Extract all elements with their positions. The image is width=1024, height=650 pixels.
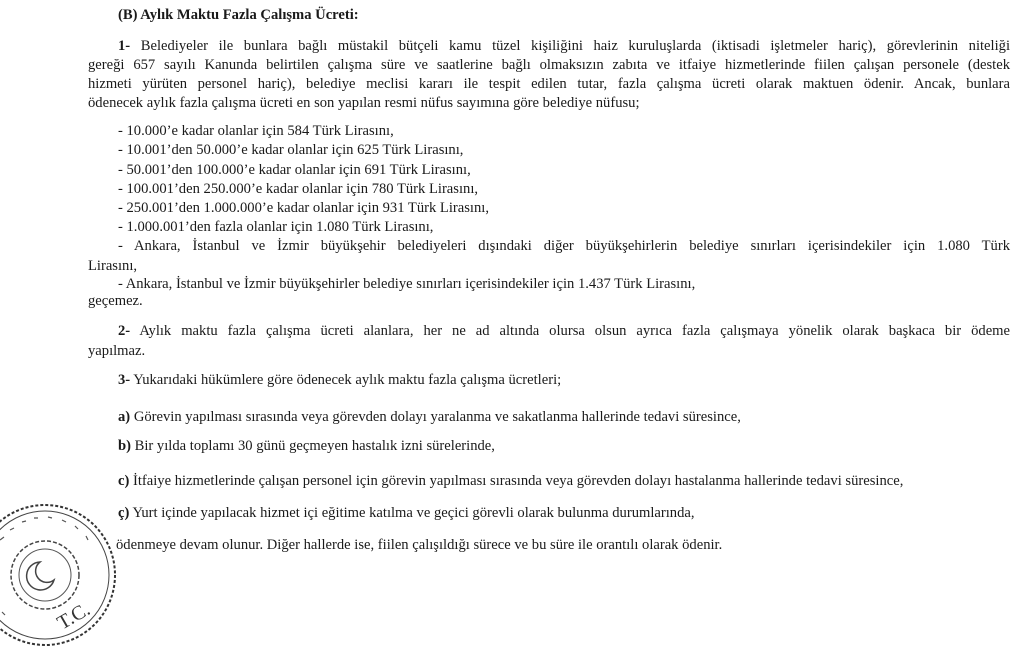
para1-line: hizmeti yürüten personel hariç), belediye meclisi kararı ile tespit edilen tutar, fazla çalışma ücreti olarak maktuen ödenir. Ancak, bunlara <box>88 76 1010 92</box>
list-item: - Ankara, İstanbul ve İzmir büyükşehirler belediye sınırları içerisindekiler için 1.437 Türk Lirasını, <box>118 276 696 292</box>
item-label: a) <box>118 409 131 425</box>
para3-item <box>118 437 495 455</box>
para2-text: Aylık maktu fazla çalışma ücreti alanlara, her ne ad altında olursa olsun ayrıca fazla çalışmaya yönelik olarak başkaca bir ödeme <box>139 323 1010 339</box>
para1-closing: geçemez. <box>88 293 143 309</box>
para3-item <box>118 408 741 426</box>
list-item: Lirasını, <box>88 258 138 274</box>
list-item: - 1.000.001’den fazla olanlar için 1.080 Türk Lirasını, <box>118 219 434 235</box>
list-item: - Ankara, İstanbul ve İzmir büyükşehir belediyeleri dışındaki diğer büyükşehirlerin belediye sınırları içerisindekiler için 1.080 Türk <box>118 238 1010 254</box>
item-text: Bir yılda toplamı 30 günü geçmeyen hastalık izni sürelerinde, <box>134 438 495 454</box>
list-item: - 50.001’den 100.000’e kadar olanlar için 691 Türk Lirasını, <box>118 162 471 178</box>
list-item: - 250.001’den 1.000.000’e kadar olanlar için 931 Türk Lirasını, <box>118 200 489 216</box>
item-label: c) <box>118 473 130 489</box>
item-label: ç) <box>118 505 130 521</box>
para3-closing: ödenmeye devam olunur. Diğer hallerde ise, fiilen çalışıldığı sürece ve bu süre ile orantılı olarak ödenir. <box>116 537 723 553</box>
para2-line: yapılmaz. <box>88 343 146 359</box>
para3-number: 3- <box>118 372 131 388</box>
list-item: - 10.001’den 50.000’e kadar olanlar için 625 Türk Lirasını, <box>118 142 464 158</box>
para1-number: 1- <box>118 38 131 54</box>
item-text: İtfaiye hizmetlerinde çalışan personel için görevin yapılması sırasında veya görevden dolayı hastalanma hallerinde tedavi süresince, <box>133 473 904 489</box>
list-item: - 100.001’den 250.000’e kadar olanlar için 780 Türk Lirasını, <box>118 181 479 197</box>
item-text: Yurt içinde yapılacak hizmet içi eğitime katılma ve geçici görevli olarak bulunma durumlarında, <box>132 505 695 521</box>
para2-line <box>118 322 1010 340</box>
para1-text: Belediyeler ile bunlara bağlı müstakil bütçeli kamu tüzel kişiliğini haiz kuruluşlarda (iktisadi işletmeler hariç), görevlerinin niteliği <box>140 38 1010 54</box>
item-text: Görevin yapılması sırasında veya görevden dolayı yaralanma ve sakatlanma hallerinde tedavi süresince, <box>133 409 741 425</box>
para3-text: Yukarıdaki hükümlere göre ödenecek aylık maktu fazla çalışma ücretleri; <box>133 372 562 388</box>
para1-line: gereği 657 sayılı Kanunda belirtilen çalışma süre ve saatlerine bağlı olmaksızın zabıta ve itfaiye hizmetlerinde fiilen çalışan personele (destek <box>88 57 1010 73</box>
para1-line: ödenecek aylık fazla çalışma ücreti en son yapılan resmi nüfus sayımına göre belediye nüfusu; <box>88 95 640 111</box>
official-seal-stamp <box>0 500 120 650</box>
para3-item <box>118 504 695 522</box>
para2-number: 2- <box>118 323 131 339</box>
svg-text:T.C.: T.C. <box>53 598 95 635</box>
section-title: (B) Aylık Maktu Fazla Çalışma Ücreti: <box>118 7 359 23</box>
list-item: - 10.000’e kadar olanlar için 584 Türk Lirasını, <box>118 123 394 139</box>
para3-item <box>118 472 903 490</box>
para3-intro <box>118 371 561 389</box>
para1-line <box>118 37 1010 55</box>
item-label: b) <box>118 438 131 454</box>
